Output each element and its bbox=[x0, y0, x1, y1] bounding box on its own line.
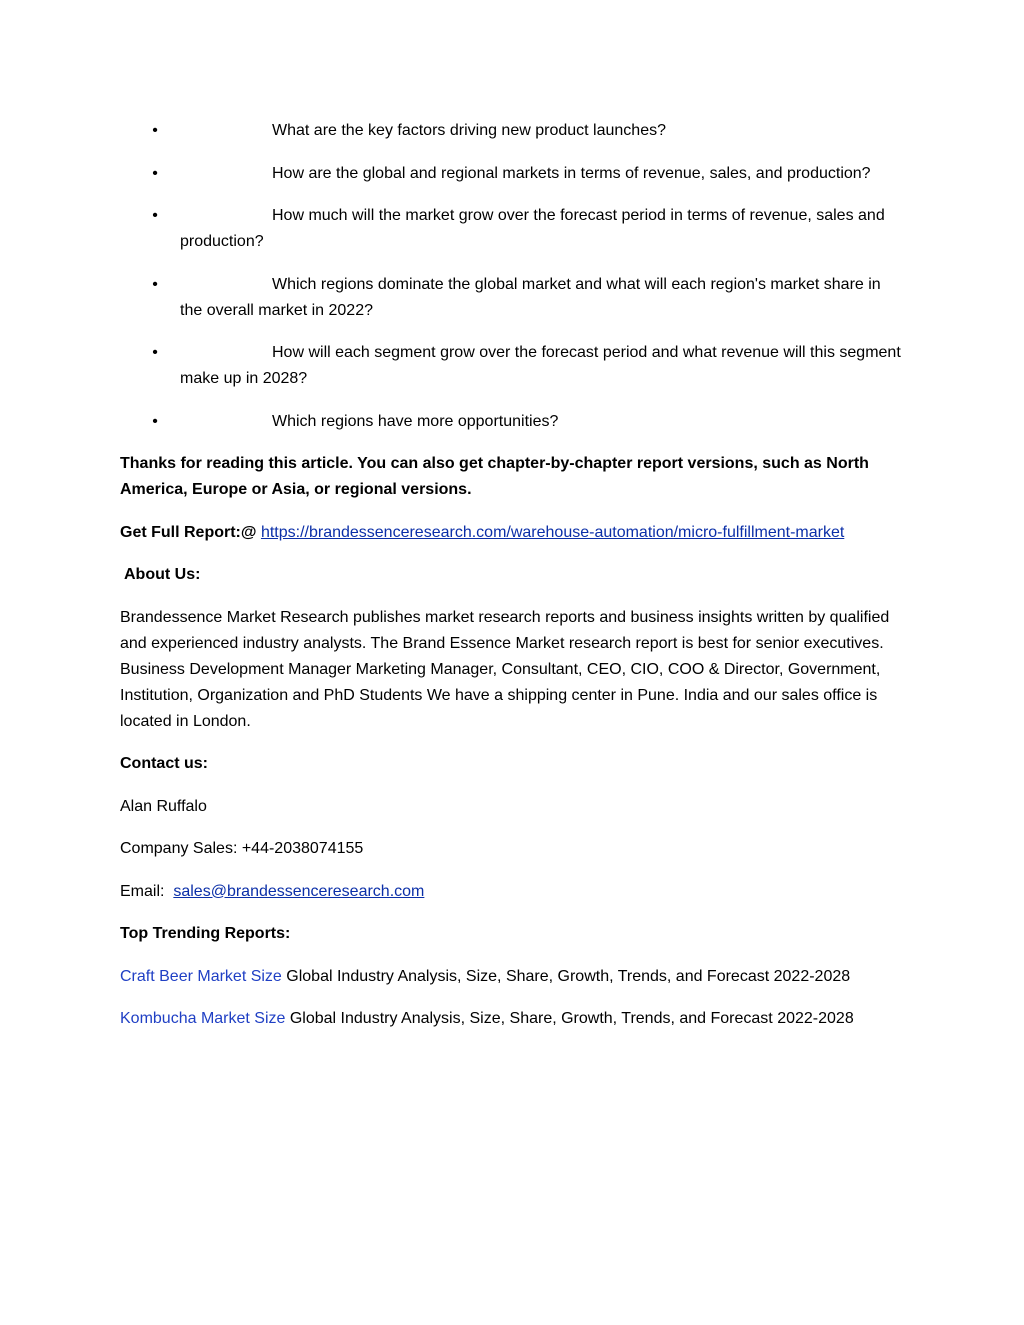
list-item-text: Which regions dominate the global market and what will each region's market share in the overall market in 2022? bbox=[180, 275, 881, 319]
trending-link-craft-beer[interactable]: Craft Beer Market Size bbox=[120, 967, 282, 985]
list-item bbox=[120, 340, 906, 392]
trending-item-text: Global Industry Analysis, Size, Share, Growth, Trends, and Forecast 2022-2028 bbox=[286, 967, 851, 985]
contact-heading: Contact us: bbox=[120, 755, 208, 772]
about-heading: About Us: bbox=[124, 566, 201, 583]
contact-name: Alan Ruffalo bbox=[120, 797, 207, 815]
question-list bbox=[120, 118, 906, 435]
trending-item bbox=[120, 1006, 906, 1032]
trending-item bbox=[120, 964, 906, 990]
list-item-text: Which regions have more opportunities? bbox=[272, 412, 559, 430]
trending-heading: Top Trending Reports: bbox=[120, 925, 291, 942]
bullet-icon: • bbox=[152, 275, 158, 293]
list-item bbox=[120, 272, 906, 324]
email-link[interactable]: sales@brandessenceresearch.com bbox=[173, 882, 425, 900]
trending-link-kombucha[interactable]: Kombucha Market Size bbox=[120, 1010, 286, 1027]
bullet-icon: • bbox=[152, 344, 158, 361]
bullet-icon: • bbox=[152, 412, 158, 430]
list-item bbox=[120, 409, 906, 435]
bullet-icon: • bbox=[152, 122, 158, 139]
list-item-text: How much will the market grow over the forecast period in terms of revenue, sales and production? bbox=[180, 207, 885, 250]
list-item-text: What are the key factors driving new product launches? bbox=[272, 122, 666, 139]
list-item bbox=[120, 203, 906, 255]
about-body: Brandessence Market Research publishes market research reports and business insights written by qualified and experienced industry analysts. The Brand Essence Market research report is best for senior executives. Business Development Manager Marketing Manager, Consultant, CEO, CIO, COO & Director, Government, Institution, Organization and PhD Students We have a shipping center in Pune. India and our sales office is located in London. bbox=[120, 608, 890, 730]
contact-sales: Company Sales: +44-2038074155 bbox=[120, 840, 364, 857]
list-item bbox=[120, 118, 906, 144]
full-report-label: Get Full Report:@ bbox=[120, 523, 257, 541]
contact-email-line bbox=[120, 879, 906, 905]
list-item-text: How are the global and regional markets in terms of revenue, sales, and production? bbox=[272, 164, 871, 182]
full-report-line bbox=[120, 520, 906, 546]
bullet-icon: • bbox=[152, 207, 158, 224]
trending-item-text: Global Industry Analysis, Size, Share, Growth, Trends, and Forecast 2022-2028 bbox=[289, 1010, 854, 1027]
full-report-link[interactable]: https://brandessenceresearch.com/warehouse-automation/micro-fulfillment-market bbox=[260, 523, 845, 541]
list-item bbox=[120, 161, 906, 187]
list-item-text: How will each segment grow over the forecast period and what revenue will this segment make up in 2028? bbox=[180, 344, 901, 387]
thanks-paragraph: Thanks for reading this article. You can also get chapter-by-chapter report versions, such as North America, Europe or Asia, or regional versions. bbox=[120, 455, 869, 498]
document-content bbox=[120, 118, 906, 1049]
email-label: Email: bbox=[120, 882, 165, 900]
bullet-icon: • bbox=[152, 164, 158, 182]
